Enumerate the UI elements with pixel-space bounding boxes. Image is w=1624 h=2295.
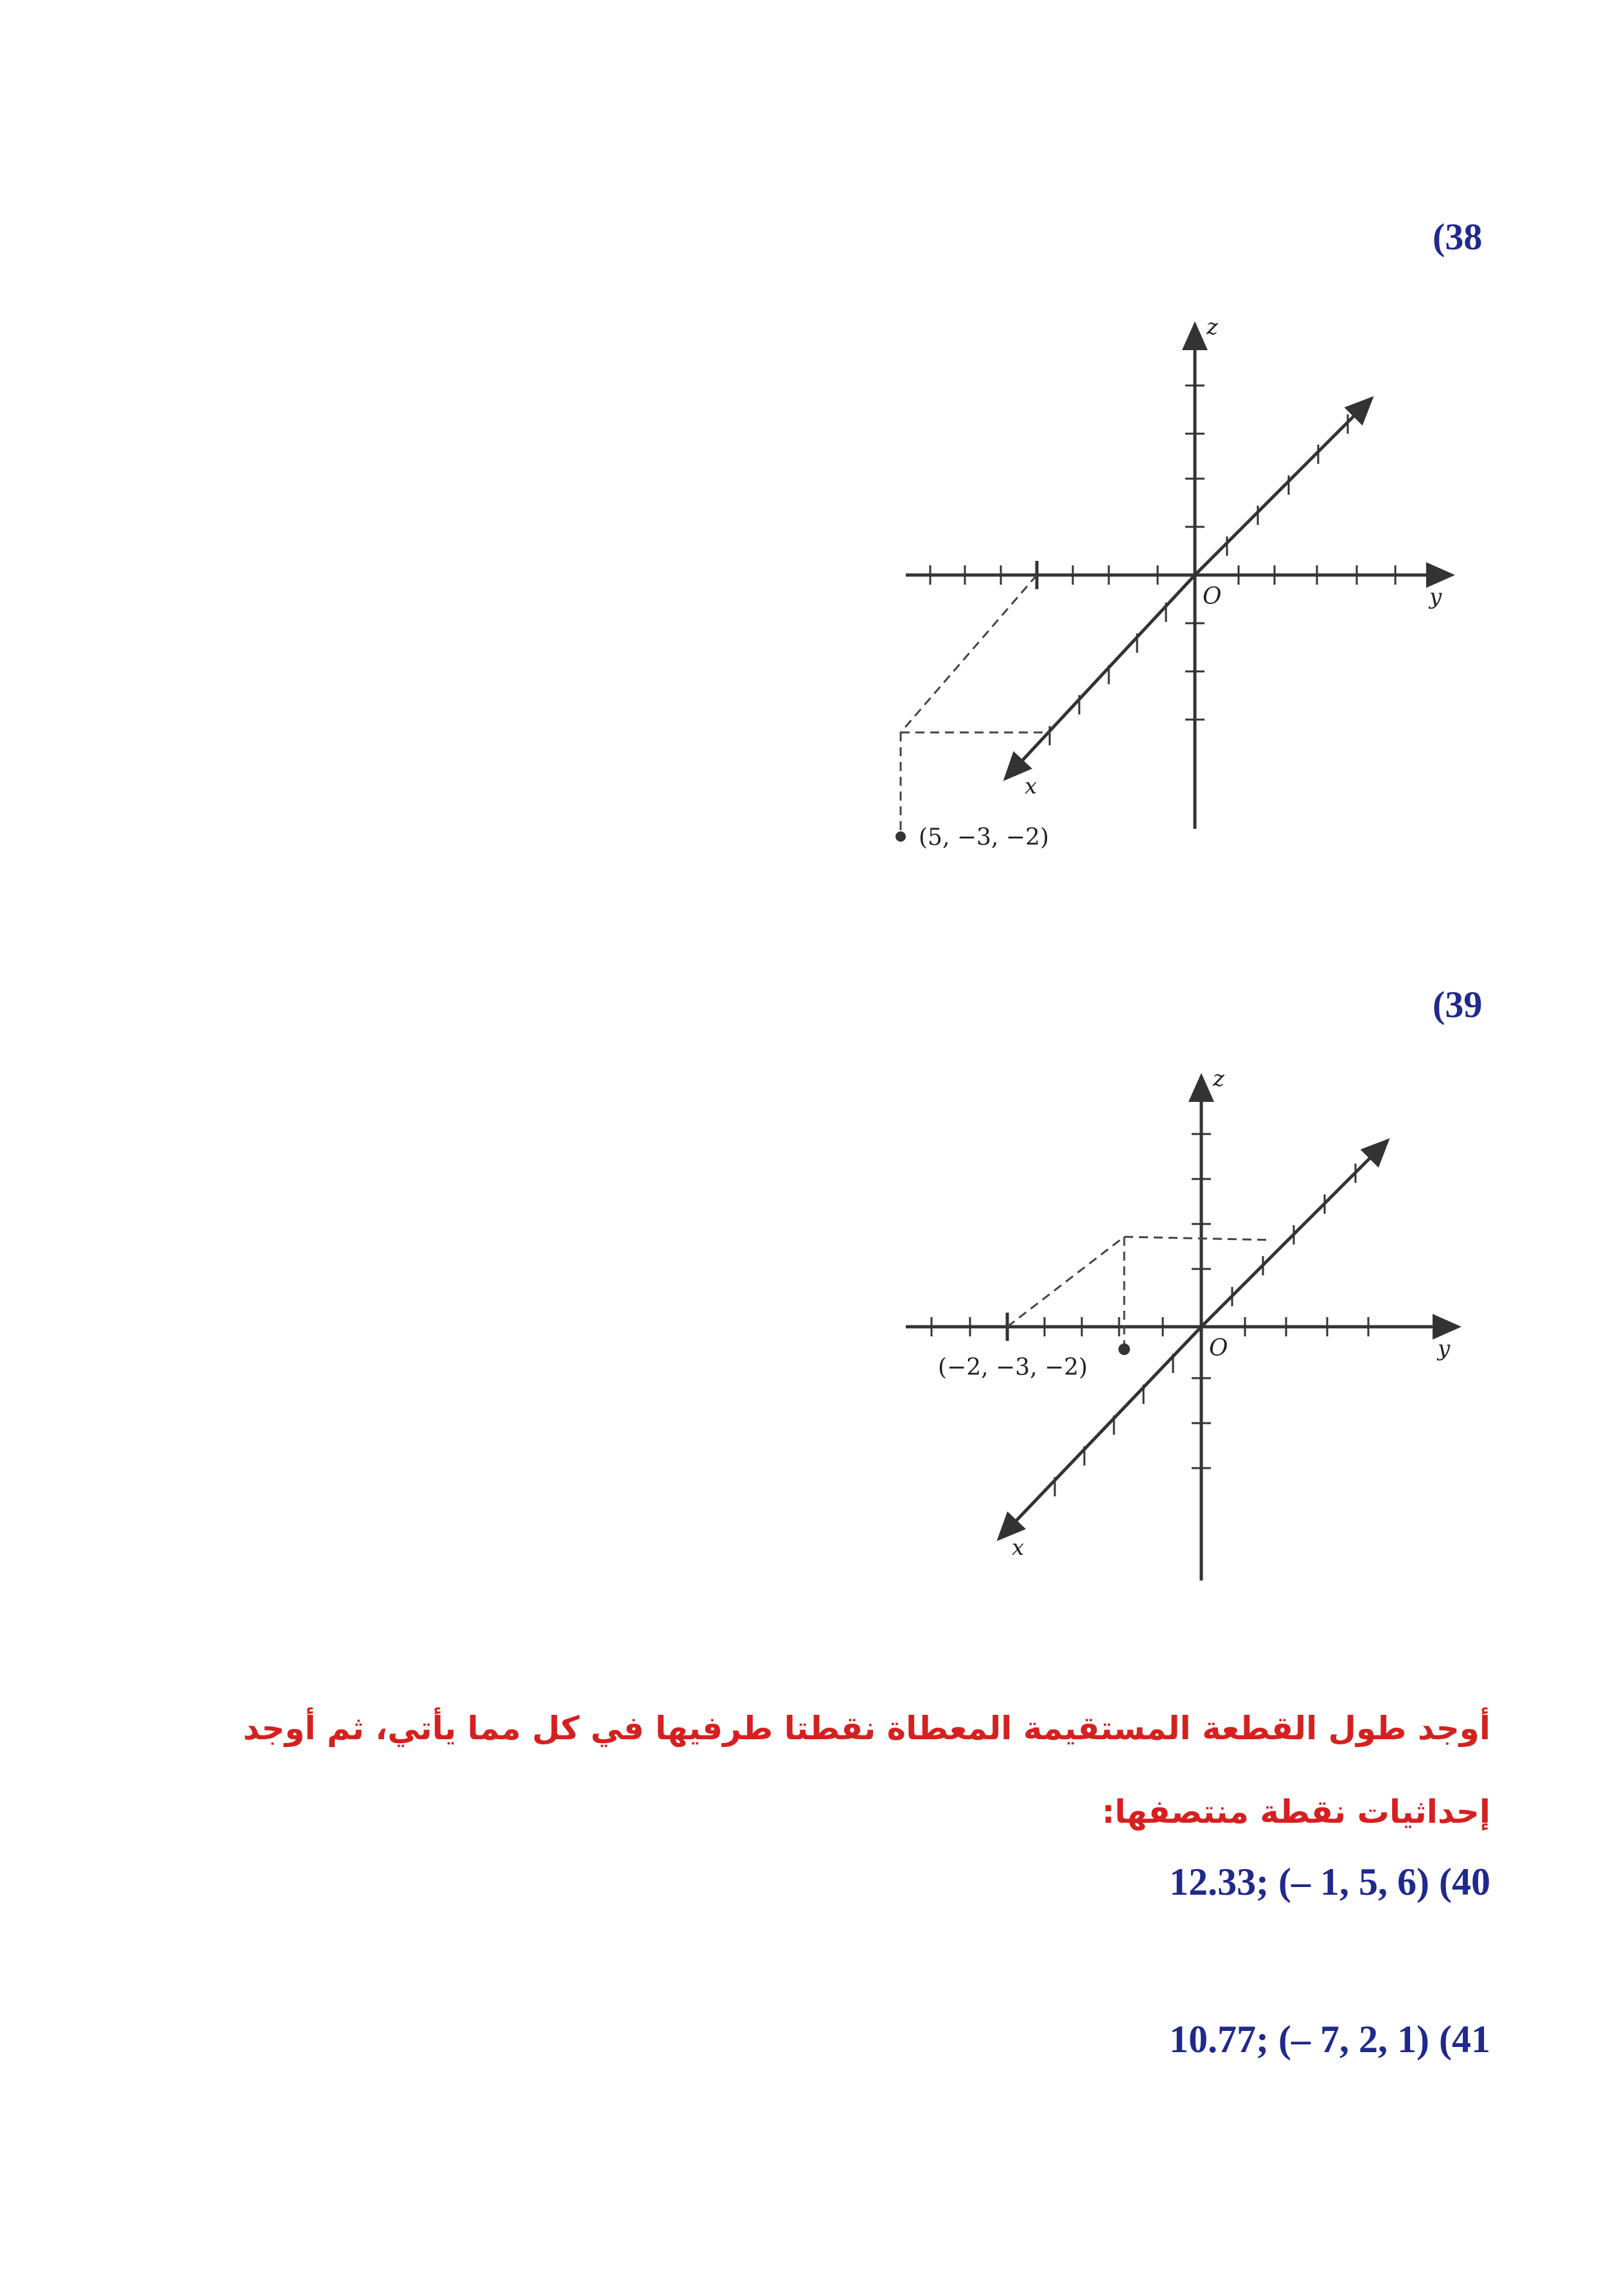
problem-38-number: (38 [1433, 216, 1483, 258]
answer-41-value: 10.77; (– 7, 2, 1) [1169, 2018, 1430, 2060]
y-axis-label: y [1429, 584, 1442, 610]
origin-label: O [1209, 1335, 1228, 1361]
origin-label: O [1203, 583, 1222, 610]
answer-40-value: 12.33; (– 1, 5, 6) [1169, 1861, 1430, 1903]
problem-39-number: (39 [1433, 984, 1483, 1025]
figure-39-3d-axes [893, 1063, 1471, 1609]
point-marker [1118, 1343, 1130, 1355]
point-label: (5, −3, −2) [919, 824, 1049, 851]
figure-38-3d-axes [893, 315, 1471, 861]
x-axis-label: x [1012, 1535, 1025, 1561]
answer-40 [1169, 1860, 1490, 1904]
z-axis-label: z [1213, 1066, 1224, 1092]
answer-41-number: (41 [1439, 2018, 1490, 2060]
y-axis-label: y [1438, 1336, 1451, 1361]
answer-41 [1169, 2017, 1490, 2062]
point-label: (−2, −3, −2) [938, 1354, 1088, 1381]
x-axis-line-pos [1195, 398, 1372, 575]
instruction-text: أوجد طول القطعة المستقيمة المعطاة نقطتا طرفيها في كل مما يأتي، ثم أوجد إحداثيات نقطة منتصفها: [243, 1710, 1490, 1830]
z-axis-label: z [1206, 315, 1218, 340]
x-axis-label: x [1025, 774, 1037, 799]
answer-40-number: (40 [1439, 1861, 1490, 1903]
point-marker [896, 831, 906, 842]
